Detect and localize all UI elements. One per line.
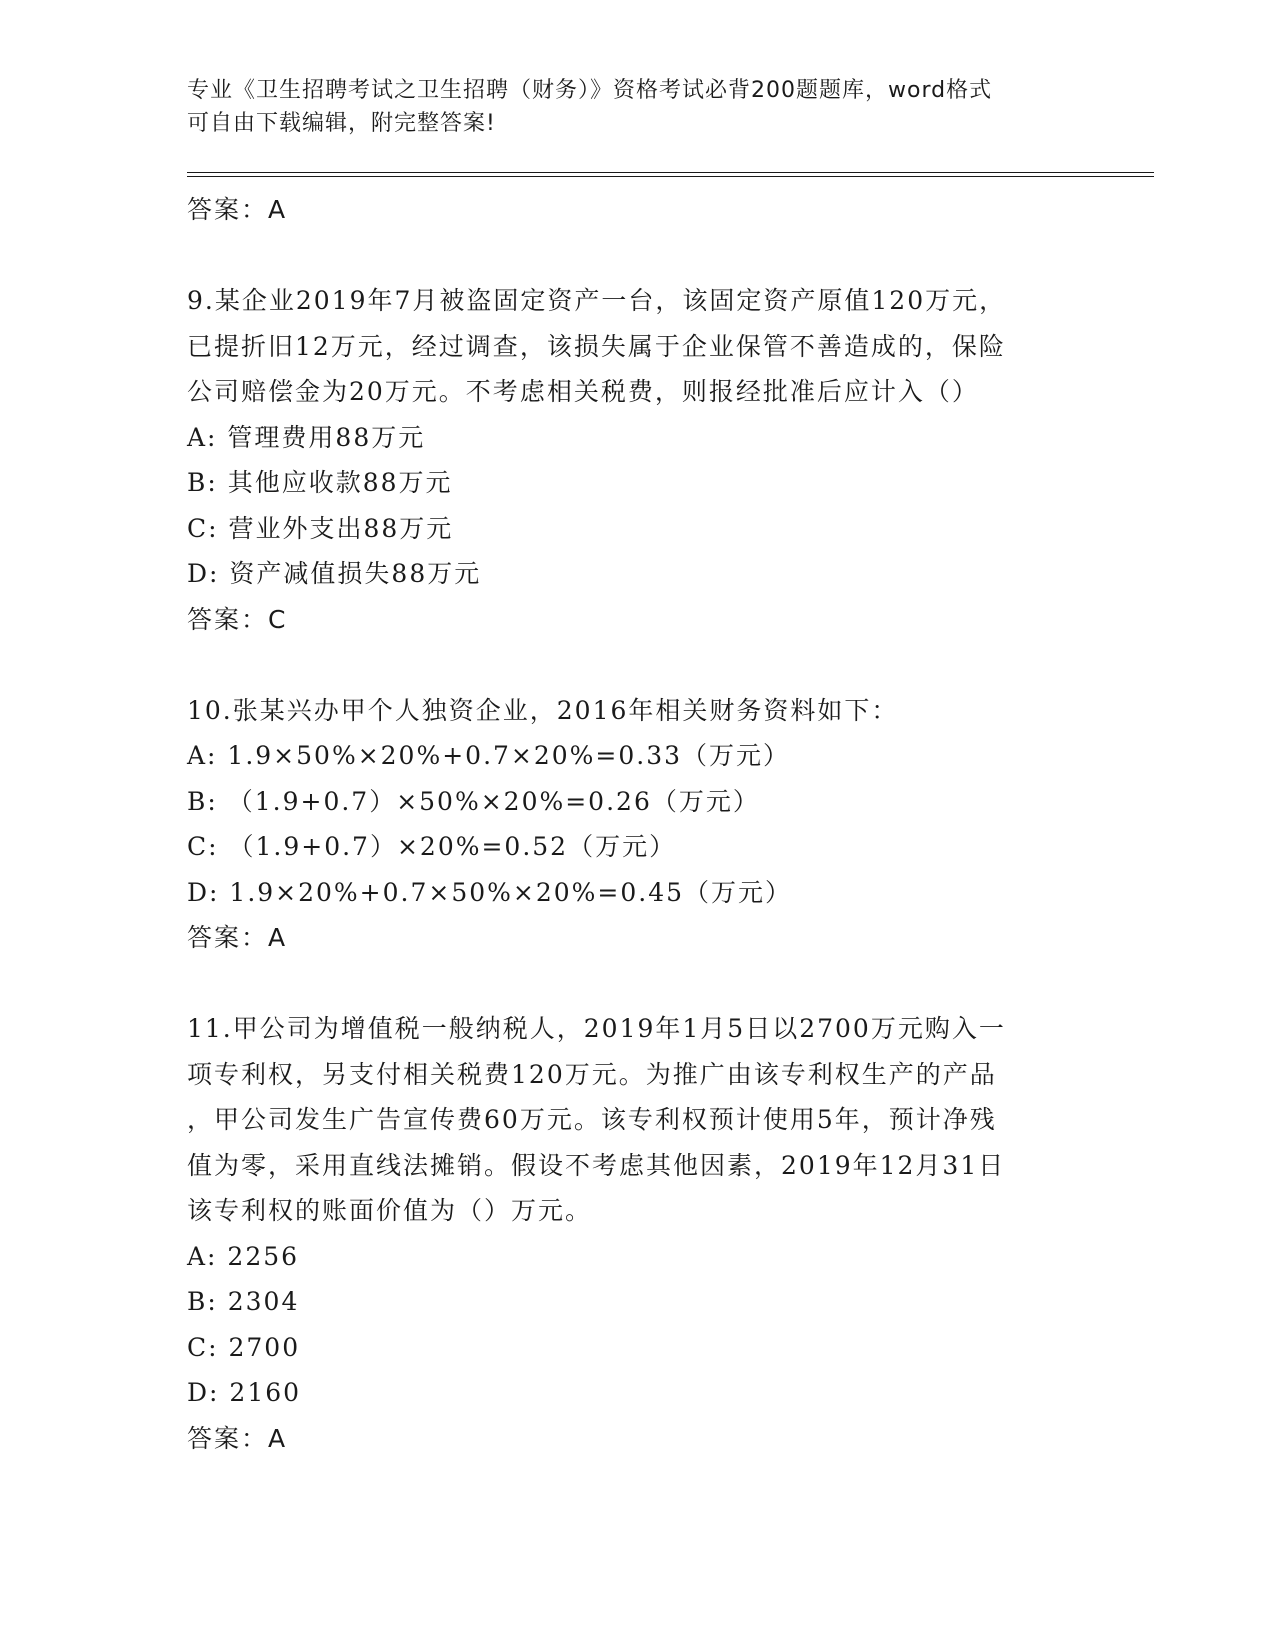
question-10-option-c: C: （1.9+0.7）×20%=0.52（万元） (187, 832, 677, 861)
spacer (187, 961, 1087, 1007)
question-11-line-5: 该专利权的账面价值为（）万元。 (187, 1196, 593, 1225)
question-11-option-c: C: 2700 (187, 1332, 301, 1362)
document-body (187, 187, 1087, 1461)
question-9-line-2: 已提折旧12万元，经过调查，该损失属于企业保管不善造成的，保险 (187, 331, 1006, 361)
question-10-option-b: B: （1.9+0.7）×50%×20%=0.26（万元） (187, 786, 760, 816)
question-10-option-a: A: 1.9×50%×20%+0.7×20%=0.33（万元） (187, 741, 791, 770)
header-line-2: 可自由下载编辑，附完整答案! (187, 111, 496, 136)
header-rule-bottom (187, 176, 1154, 177)
document-header (187, 74, 1087, 140)
question-9-option-a: A: 管理费用88万元 (187, 422, 426, 452)
question-10-line-1: 10.张某兴办甲个人独资企业，2016年相关财务资料如下： (187, 695, 899, 725)
header-rule-top (187, 172, 1154, 173)
question-9-option-b: B: 其他应收款88万元 (187, 468, 453, 497)
question-11-option-b: B: 2304 (187, 1287, 300, 1316)
question-11-line-1: 11.甲公司为增值税一般纳税人，2019年1月5日以2700万元购入一 (187, 1014, 1006, 1043)
question-10-option-d: D: 1.9×20%+0.7×50%×20%=0.45（万元） (187, 877, 793, 907)
spacer (187, 642, 1087, 688)
answer-9: 答案：C (187, 604, 288, 634)
question-10 (187, 688, 1087, 961)
question-9-option-c: C: 营业外支出88万元 (187, 513, 454, 543)
answer-10: 答案：A (187, 923, 288, 952)
question-9-line-3: 公司赔偿金为20万元。不考虑相关税费，则报经批准后应计入（） (187, 377, 979, 406)
question-9-line-1: 9.某企业2019年7月被盗固定资产一台，该固定资产原值120万元， (187, 286, 1007, 315)
question-11-line-3: ，甲公司发生广告宣传费60万元。该专利权预计使用5年，预计净残 (187, 1105, 997, 1134)
question-11-line-2: 项专利权，另支付相关税费120万元。为推广由该专利权生产的产品 (187, 1059, 997, 1089)
answer-11: 答案：A (187, 1423, 288, 1453)
question-9 (187, 278, 1087, 642)
spacer (187, 233, 1087, 279)
question-9-option-d: D: 资产减值损失88万元 (187, 559, 482, 588)
question-11-line-4: 值为零，采用直线法摊销。假设不考虑其他因素，2019年12月31日 (187, 1150, 1006, 1180)
question-11-option-d: D: 2160 (187, 1378, 302, 1407)
question-11-option-a: A: 2256 (187, 1241, 300, 1271)
question-11 (187, 1006, 1087, 1461)
header-line-1: 专业《卫生招聘考试之卫生招聘（财务）》资格考试必背200题题库，word格式 (187, 78, 993, 103)
answer-8: 答案：A (187, 195, 288, 224)
